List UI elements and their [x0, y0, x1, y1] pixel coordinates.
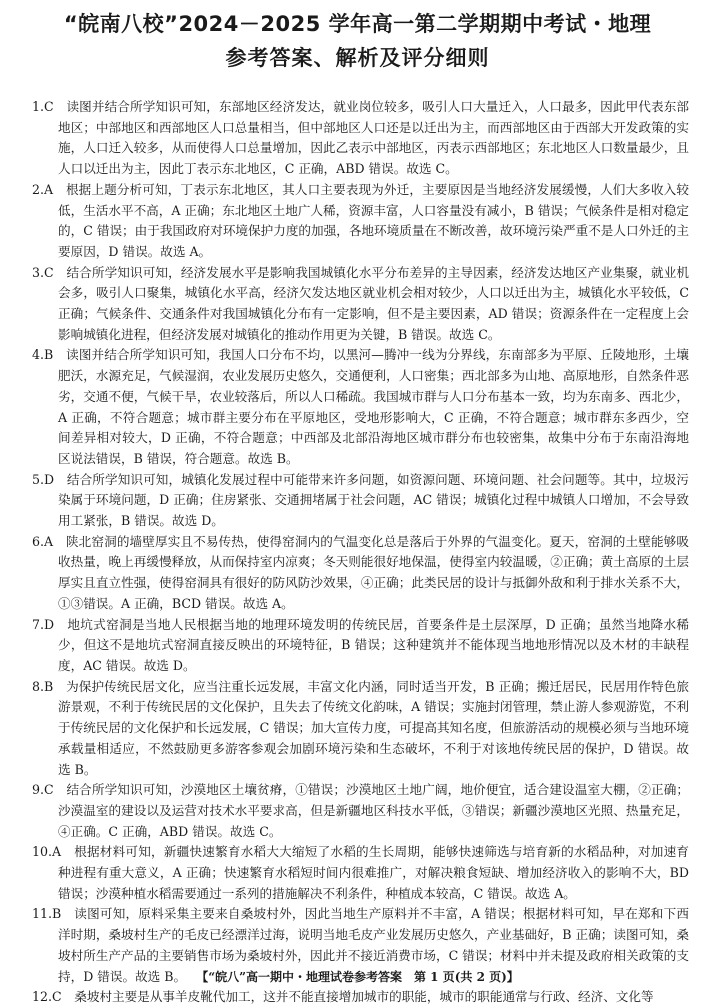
- answer-list: [32, 97, 689, 1008]
- answer-item-5: 5.D 结合所学知识可知，城镇化发展过程中可能带来许多问题，如资源问题、环境问题、社会问题等。其中，垃圾污染属于环境问题，D 正确；住房紧张、交通拥堵属于社会问题，AC 错误；城镇化过程中城镇人口增加，不会导致用工紧张，B 错误。故选 D。: [32, 471, 689, 529]
- answer-item-12: 12.C 桑坡村主要是从事羊皮靴代加工，这并不能直接增加城市的职能，城市的职能通常与行政、经济、文化等: [32, 989, 654, 1005]
- answer-item-8: 8.B 为保护传统民居文化，应当注重长远发展，丰富文化内涵，同时适当开发，B 正确；搬迁居民，民居用作特色旅游景观，不利于传统民居的文化保护，且失去了传统文化韵味，A 错误；实施封闭管理，禁止游人参观游览，不利于传统民居的文化保护和长远发展，C 错误；加大宣传力度，可提高其知名度，但旅游活动的规模必须与当地环境承载量相适应，不然鼓励更多游客参观会加剧环境污染和生态破坏，不利于对该地传统民居的保护，D 错误。故选 B。: [32, 678, 689, 777]
- answer-item-7: 7.D 地坑式窑洞是当地人民根据当地的地理环境发明的传统民居，首要条件是土层深厚，D 正确；虽然当地降水稀少，但这不是地坑式窑洞直接反映出的环境特征，B 错误；这种建筑并不能体现当地地形情况以及木材的丰缺程度，AC 错误。故选 D。: [32, 616, 689, 673]
- answer-item-11: 11.B 读图可知，原料采集主要来自桑坡村外，因此当地生产原料并不丰富，A 错误；根据材料可知，早在郑和下西洋时期，桑坡村生产的毛皮已经漂洋过海，说明当地毛皮产业发展历史悠久，产业基础好，B 正确；读图可知，桑坡村所生产产品的主要销售市场为桑坡村外，因此并不接近消费市场，C 错误；材料中并未提及政府相关政策的支持，D 错误。故选 B。: [32, 906, 689, 984]
- answer-item-4: 4.B 读图并结合所学知识可知，我国人口分布不均，以黑河—腾冲一线为分界线，东南部多为平原、丘陵地形，土壤肥沃，水源充足，气候湿润，农业发展历史悠久，交通便利，人口密集；西北部多为山地、高原地形，自然条件恶劣，交通不便，气候干旱，农业较落后，所以人口稀疏。我国城市群与人口分布基本一致，均为东南多、西北少，A 正确，不符合题意；城市群主要分布在平原地区，受地形影响大，C 正确，不符合题意；城市群东多西少，空间差异相对较大，D 正确，不符合题意；中西部及北部沿海地区城市群分布也较密集，故集中分布于东南沿海地区说法错误，B 错误，符合题意。故选 B。: [32, 347, 689, 466]
- answer-item-6: 6.A 陕北窑洞的墙壁厚实且不易传热，使得窑洞内的气温变化总是落后于外界的气温变化。夏天，窑洞的土壁能够吸收热量，晚上再缓慢释放，从而保持室内凉爽；冬天则能很好地保温，使得室内较温暖，②正确；黄土高原的土层厚实且直立性强，使得窑洞具有很好的防风防沙效果，④正确；此类民居的设计与抵御外敌和利于排水关系不大，①③错误。A 正确，BCD 错误。故选 A。: [32, 533, 689, 611]
- answer-item-9: 9.C 结合所学知识可知，沙漠地区土壤贫瘠，①错误；沙漠地区土地广阔，地价便宜，适合建设温室大棚，②正确；沙漠温室的建设以及运营对技术水平要求高，但是新疆地区科技水平低，③错误；新疆沙漠地区光照、热量充足，④正确。C 正确，ABD 错误。故选 C。: [32, 782, 689, 839]
- answer-item-3: 3.C 结合所学知识可知，经济发展水平是影响我国城镇化水平分布差异的主导因素，经济发达地区产业集聚，就业机会多，吸引人口聚集，城镇化水平高，经济欠发达地区就业机会相对较少，人口以迁出为主，城镇化水平较低，C 正确；气候条件、交通条件对我国城镇化分布有一定影响，但不是主要因素，AD 错误；资源条件在一定程度上会影响城镇化进程，但经济发展对城镇化的推动作用更为关键，B 错误。故选 C。: [32, 264, 689, 342]
- answer-item-1: 1.C 读图并结合所学知识可知，东部地区经济发达，就业岗位较多，吸引人口大量迁入，人口最多，因此甲代表东部地区；中部地区和西部地区人口总量相当，但中部地区人口还是以迁出为主，而西部地区由于西部大开发政策的实施，人口迁入较多，从而使得人口总量增加，因此乙表示中部地区，丙表示西部地区；东北地区人口数量最少，且人口以迁出为主，因此丁表示东北地区，C 正确，ABD 错误。故选 C。: [32, 99, 689, 177]
- page-footer: 【“皖八”高一期中・地理试卷参考答案 第 1 页(共 2 页)】: [196, 970, 519, 984]
- document-subtitle: 参考答案、解析及评分细则: [225, 46, 490, 70]
- answer-item-10: 10.A 根据材料可知，新疆快速繁育水稻大大缩短了水稻的生长周期，能够快速筛选与培育新的水稻品种，对加速育种进程有重大意义，A 正确；快速繁育水稻短时间内很难推广，对解决粮食短缺、增加经济收入的影响不大，BD 错误；沙漠种植水稻需要通过一系列的措施解决不利条件，种植成本较高，C 错误。故选 A。: [32, 844, 689, 901]
- document-title: “皖南八校”2024－2025 学年高一第二学期期中考试・地理: [63, 12, 652, 36]
- answer-item-2: 2.A 根据上题分析可知，丁表示东北地区，其人口主要表现为外迁，主要原因是当地经济发展缓慢，人们大多收入较低，生活水平不高，A 正确；东北地区土地广人稀，资源丰富，人口容量没有减小，B 错误；气候条件是相对稳定的，C 错误；由于我国政府对环境保护力度的加强，各地环境质量在不断改善，故环境污染严重不是人口外迁的主要原因，D 错误。故选 A。: [32, 181, 689, 259]
